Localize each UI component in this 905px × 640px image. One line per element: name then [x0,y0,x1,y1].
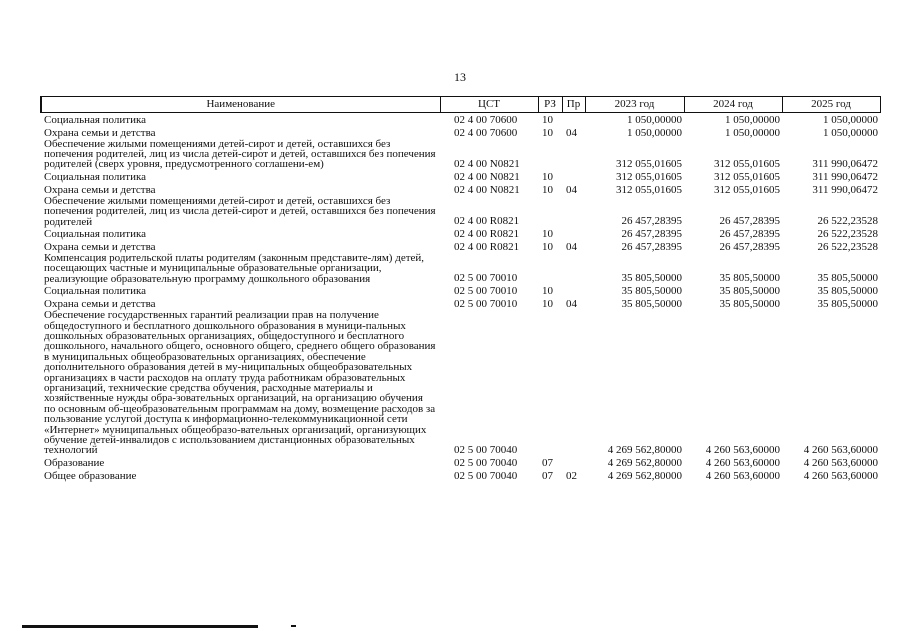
cell-rz [538,196,562,227]
budget-table [40,96,881,482]
cell-y2025: 35 805,50000 [817,298,878,311]
table-header-row [41,97,880,113]
cell-rz [538,253,562,284]
table-row [41,310,880,456]
cell-name: Социальная политика [44,285,147,298]
table-row [41,113,880,126]
cell-y2024: 35 805,50000 [719,272,780,285]
cell-pr [562,170,585,183]
cell-pr: 04 [566,240,577,253]
cell-y2023: 26 457,28395 [621,214,682,227]
cell-name: Обеспечение жилыми помещениями детей-сирот и детей, оставшихся без попечения родителей, лиц из числа детей-сирот и детей, оставшихся без попечения родителей (сверх уровня, предусмотренного соглашени-ем) [44,137,436,171]
cell-y2024: 312 055,01605 [714,183,780,196]
cell-y2023: 1 050,00000 [627,113,682,126]
cell-cst: 02 5 00 70010 [454,285,518,298]
cell-rz [538,139,562,170]
cell-y2024: 4 260 563,60000 [705,469,780,482]
cell-y2025: 311 990,06472 [812,157,878,170]
cell-y2025: 35 805,50000 [817,272,878,285]
cell-y2023: 4 269 562,80000 [607,469,682,482]
cell-pr: 02 [566,469,577,482]
cell-rz: 10 [542,298,553,311]
table-row [41,240,880,253]
cell-y2025: 35 805,50000 [817,285,878,298]
cell-pr [562,284,585,297]
cell-y2024: 1 050,00000 [725,126,780,139]
table-row [41,196,880,227]
cell-y2023: 35 805,50000 [621,272,682,285]
cell-cst: 02 4 00 N0821 [454,183,520,196]
cell-y2023: 312 055,01605 [616,170,682,183]
cell-y2024: 1 050,00000 [725,113,780,126]
cell-cst: 02 4 00 R0821 [454,214,520,227]
cell-rz: 10 [542,227,553,240]
cell-y2025: 1 050,00000 [823,126,878,139]
cell-y2024: 312 055,01605 [714,157,780,170]
cell-name: Обеспечение государственных гарантий реализации прав на получение общедоступного и бесплатного дошкольного образования в муници-пальных дошкольных образовательных организациях, общедоступного и бесплатного дошкольного, начального общего, основного общего, среднего общего образования в муниципальных общеобразовательных организациях, обеспечение дополнительного образования детей в му-ниципальных общеобразовательных организациях в части расходов на оплату труда работникам образовательных организаций, технические средства обучения, расходные материалы и хозяйственные нужды обра-зовательных организаций, на организацию обучения по основным об-щеобразовательным программам на дому, возмещение расходов за пользование услугой доступа к информационно-телекоммуникационной сети «Интернет» муниципальных общеобразо-вательных организаций, организующих обучение детей-инвалидов с использованием дистанционных образовательных технологий [44,309,436,457]
cell-y2023: 4 269 562,80000 [607,456,682,469]
cell-y2023: 312 055,01605 [616,157,682,170]
cell-cst: 02 4 00 N0821 [454,157,520,170]
cell-y2025: 4 260 563,60000 [803,469,878,482]
header-cst: ЦСТ [440,97,538,113]
header-rz: РЗ [538,97,562,113]
cell-y2023: 26 457,28395 [621,240,682,253]
cell-name: Социальная политика [44,170,147,183]
cell-cst: 02 4 00 R0821 [454,240,520,253]
cell-pr: 04 [566,126,577,139]
cell-cst: 02 4 00 70600 [454,113,518,126]
cell-y2024: 4 260 563,60000 [705,443,780,456]
table-row [41,456,880,469]
cell-y2023: 35 805,50000 [621,285,682,298]
cell-y2025: 311 990,06472 [812,183,878,196]
cell-pr [562,253,585,284]
cell-pr [562,227,585,240]
cell-y2025: 26 522,23528 [817,227,878,240]
cell-cst: 02 5 00 70010 [454,298,518,311]
cell-name: Охрана семьи и детства [44,183,156,196]
cell-rz [538,310,562,456]
header-pr: Пр [562,97,585,113]
cell-name: Образование [44,456,105,469]
cell-cst: 02 5 00 70040 [454,469,518,482]
cell-pr [562,310,585,456]
cell-name: Общее образование [44,469,137,482]
cell-cst: 02 5 00 70040 [454,456,518,469]
cell-y2024: 26 457,28395 [719,240,780,253]
cell-pr: 04 [566,183,577,196]
cell-pr [562,196,585,227]
cell-y2025: 1 050,00000 [823,113,878,126]
cell-cst: 02 4 00 N0821 [454,170,520,183]
cell-y2023: 312 055,01605 [616,183,682,196]
cell-y2024: 35 805,50000 [719,285,780,298]
cell-y2024: 26 457,28395 [719,227,780,240]
cell-cst: 02 5 00 70040 [454,443,518,456]
cell-y2024: 4 260 563,60000 [705,456,780,469]
cell-pr: 04 [566,298,577,311]
cell-y2024: 312 055,01605 [714,170,780,183]
cell-y2023: 35 805,50000 [621,298,682,311]
header-2024: 2024 год [684,97,782,113]
cell-name: Охрана семьи и детства [44,298,156,311]
table-body [41,113,880,482]
footer-mark [291,625,296,627]
cell-y2025: 26 522,23528 [817,240,878,253]
cell-y2025: 311 990,06472 [812,170,878,183]
cell-rz: 07 [542,456,553,469]
cell-rz: 07 [542,469,553,482]
cell-rz: 10 [542,126,553,139]
table-row [41,139,880,170]
cell-y2024: 35 805,50000 [719,298,780,311]
cell-rz: 10 [542,113,553,126]
table-row [41,284,880,297]
cell-rz: 10 [542,170,553,183]
cell-y2025: 4 260 563,60000 [803,443,878,456]
header-2025: 2025 год [782,97,880,113]
cell-pr [562,113,585,126]
cell-y2024: 26 457,28395 [719,214,780,227]
cell-cst: 02 4 00 70600 [454,126,518,139]
cell-name: Социальная политика [44,113,147,126]
cell-rz: 10 [542,285,553,298]
cell-cst: 02 5 00 70010 [454,272,518,285]
cell-y2023: 4 269 562,80000 [607,443,682,456]
cell-y2023: 1 050,00000 [627,126,682,139]
cell-y2023: 26 457,28395 [621,227,682,240]
table-row [41,170,880,183]
cell-cst: 02 4 00 R0821 [454,227,520,240]
cell-y2025: 4 260 563,60000 [803,456,878,469]
footer-rule [22,625,258,628]
cell-name: Охрана семьи и детства [44,240,156,253]
cell-name: Социальная политика [44,227,147,240]
table-row [41,227,880,240]
header-2023: 2023 год [585,97,684,113]
cell-name: Охрана семьи и детства [44,126,156,139]
header-name: Наименование [41,97,440,113]
cell-pr [562,139,585,170]
table-row [41,183,880,196]
table-row [41,469,880,482]
cell-name: Обеспечение жилыми помещениями детей-сирот и детей, оставшихся без попечения родителей, лиц из числа детей-сирот и детей, оставшихся без попечения родителей [44,194,436,228]
cell-name: Компенсация родительской платы родителям (законным представите-лям) детей, посещающих частные и муниципальные образовательные организации, реализующие образовательную программу дошкольного образования [44,251,425,285]
cell-y2025: 26 522,23528 [817,214,878,227]
cell-rz: 10 [542,240,553,253]
table-row [41,253,880,284]
table-row [41,126,880,139]
cell-rz: 10 [542,183,553,196]
cell-pr [562,456,585,469]
page-number: 13 [454,70,466,84]
